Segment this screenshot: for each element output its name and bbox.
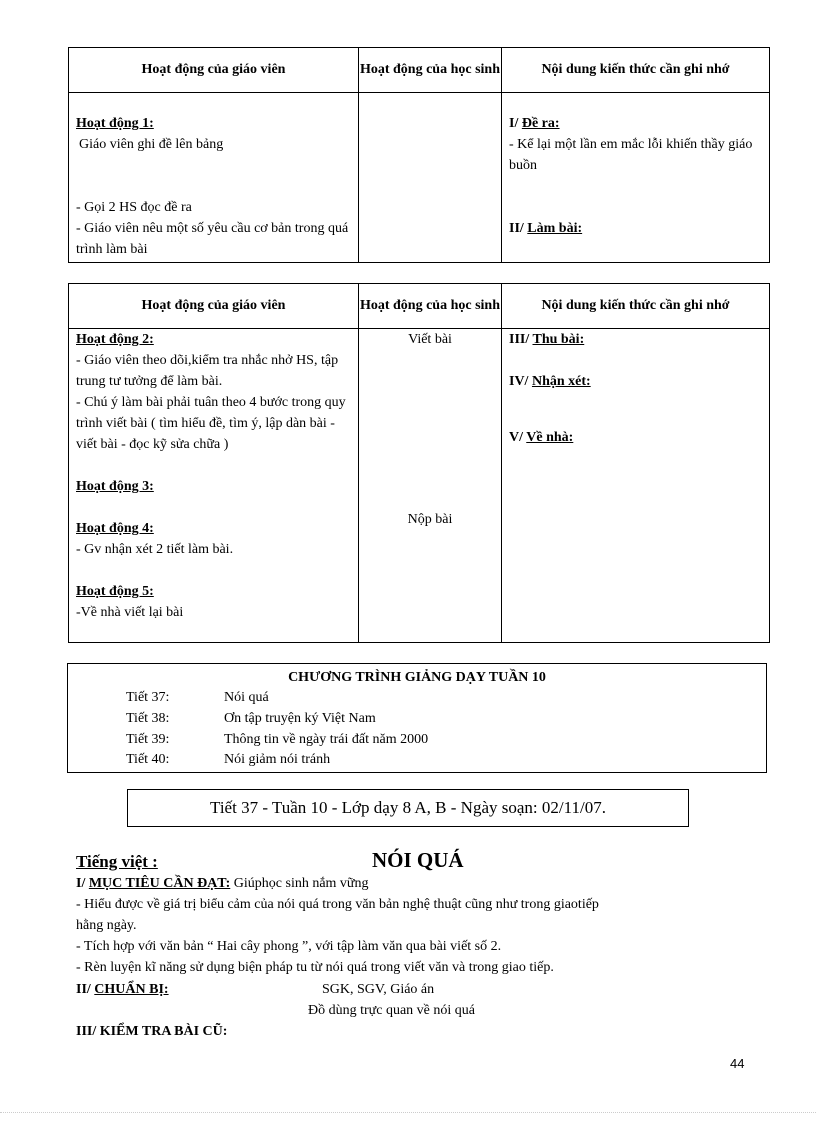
header-content: Nội dung kiến thức cần ghi nhớ	[502, 284, 770, 329]
activity-2-line: - Chú ý làm bài phải tuân theo 4 bước trong quy trình viết bài ( tìm hiểu đề, tìm ý, lập dàn bài - viết bài - đọc kỹ sửa chữa )	[76, 395, 346, 452]
schedule-row	[126, 690, 269, 706]
lesson-plan-table-2	[68, 283, 770, 643]
preparation-line: SGK, SGV, Giáo án	[322, 982, 435, 997]
objective-line: - Tích hợp với văn bản “ Hai cây phong ”, với tập làm văn qua bài viết số 2.	[76, 939, 502, 954]
objectives-title: MỤC TIÊU CẦN ĐẠT:	[88, 876, 231, 891]
schedule-title: CHƯƠNG TRÌNH GIẢNG DẠY TUẦN 10	[288, 670, 546, 685]
section-prefix: III/	[509, 332, 533, 347]
preparation-title: CHUẨN BỊ:	[94, 982, 169, 997]
section-title: Nhận xét:	[531, 374, 591, 389]
section-title: Làm bài:	[527, 221, 583, 236]
objective-line: - Hiểu được về giá trị biểu cảm của nói quá trong văn bản nghệ thuật cũng như trong giaotiếp	[76, 897, 599, 912]
subject-label: Tiếng việt :	[76, 852, 158, 871]
student-activity-cell	[359, 93, 502, 263]
lesson-plan-table-1	[68, 47, 770, 263]
student-activity-cell	[359, 329, 502, 643]
weekly-schedule-box	[67, 663, 767, 773]
lesson-title: NÓI QUÁ	[372, 848, 464, 872]
activity-2-title: Hoạt động 2:	[76, 332, 154, 347]
schedule-row	[126, 711, 376, 727]
header-content: Nội dung kiến thức cần ghi nhớ	[502, 48, 770, 93]
lesson-header-box: Tiết 37 - Tuần 10 - Lớp dạy 8 A, B - Ngày soạn: 02/11/07.	[127, 789, 689, 827]
activity-4-title: Hoạt động 4:	[76, 521, 154, 536]
objective-line: hằng ngày.	[76, 918, 137, 933]
schedule-topic: Nói giảm nói tránh	[224, 752, 331, 767]
header-teacher: Hoạt động của giáo viên	[69, 48, 359, 93]
objectives-heading	[76, 876, 369, 892]
header-teacher: Hoạt động của giáo viên	[69, 284, 359, 329]
section-prefix: II/	[509, 221, 528, 236]
section-title: Về nhà:	[526, 430, 574, 445]
review-heading: III/ KIỂM TRA BÀI CŨ:	[76, 1024, 228, 1039]
objective-line: - Rèn luyện kĩ năng sử dụng biện pháp tu từ nói quá trong viết văn và trong giao tiếp.	[76, 960, 554, 975]
section-prefix: I/	[509, 116, 522, 131]
schedule-period: Tiết 38:	[126, 711, 170, 726]
section-prefix: I/	[76, 876, 89, 891]
objectives-intro: Giúphọc sinh nắm vững	[230, 876, 369, 891]
teacher-activity-cell	[69, 93, 359, 263]
section-title: Thu bài:	[532, 332, 585, 347]
student-activity-submit: Nộp bài	[407, 512, 453, 527]
activity-1-title: Hoạt động 1:	[76, 116, 154, 131]
content-line: - Kể lại một lần em mắc lỗi khiến thầy giáo buồn	[509, 137, 753, 173]
page-number: 44	[730, 1056, 745, 1071]
student-activity-write: Viết bài	[408, 332, 452, 347]
section-prefix: II/	[76, 982, 95, 997]
activity-3-title: Hoạt động 3:	[76, 479, 154, 494]
section-prefix: IV/	[509, 374, 532, 389]
activity-1-line: Giáo viên ghi đề lên bảng	[79, 137, 224, 152]
activity-4-line: - Gv nhận xét 2 tiết làm bài.	[76, 542, 234, 557]
schedule-period: Tiết 40:	[126, 752, 170, 767]
schedule-period: Tiết 39:	[126, 732, 170, 747]
schedule-topic: Thông tin về ngày trái đất năm 2000	[224, 732, 429, 747]
section-title: Đề ra:	[521, 116, 560, 131]
schedule-topic: Ơn tập truyện ký Việt Nam	[224, 711, 376, 726]
activity-1-line: - Giáo viên nêu một số yêu cầu cơ bản trong quá trình làm bài	[76, 221, 349, 257]
activity-5-line: -Về nhà viết lại bài	[76, 605, 184, 620]
teacher-activity-cell	[69, 329, 359, 643]
activity-2-line: - Giáo viên theo dõi,kiểm tra nhắc nhở HS, tập trung tư tưởng để làm bài.	[76, 353, 339, 389]
schedule-topic: Nói quá	[224, 690, 269, 705]
header-student: Hoạt động của học sinh	[359, 48, 502, 93]
schedule-row	[126, 732, 428, 748]
activity-1-line: - Gọi 2 HS đọc đề ra	[76, 200, 192, 215]
activity-5-title: Hoạt động 5:	[76, 584, 154, 599]
page-edge-divider	[0, 1112, 816, 1113]
preparation-heading	[76, 982, 169, 998]
schedule-period: Tiết 37:	[126, 690, 170, 705]
content-cell	[502, 93, 770, 263]
preparation-line: Đồ dùng trực quan về nói quá	[308, 1003, 475, 1018]
content-cell	[502, 329, 770, 643]
schedule-row	[126, 752, 330, 768]
section-prefix: V/	[509, 430, 527, 445]
header-student: Hoạt động của học sinh	[359, 284, 502, 329]
